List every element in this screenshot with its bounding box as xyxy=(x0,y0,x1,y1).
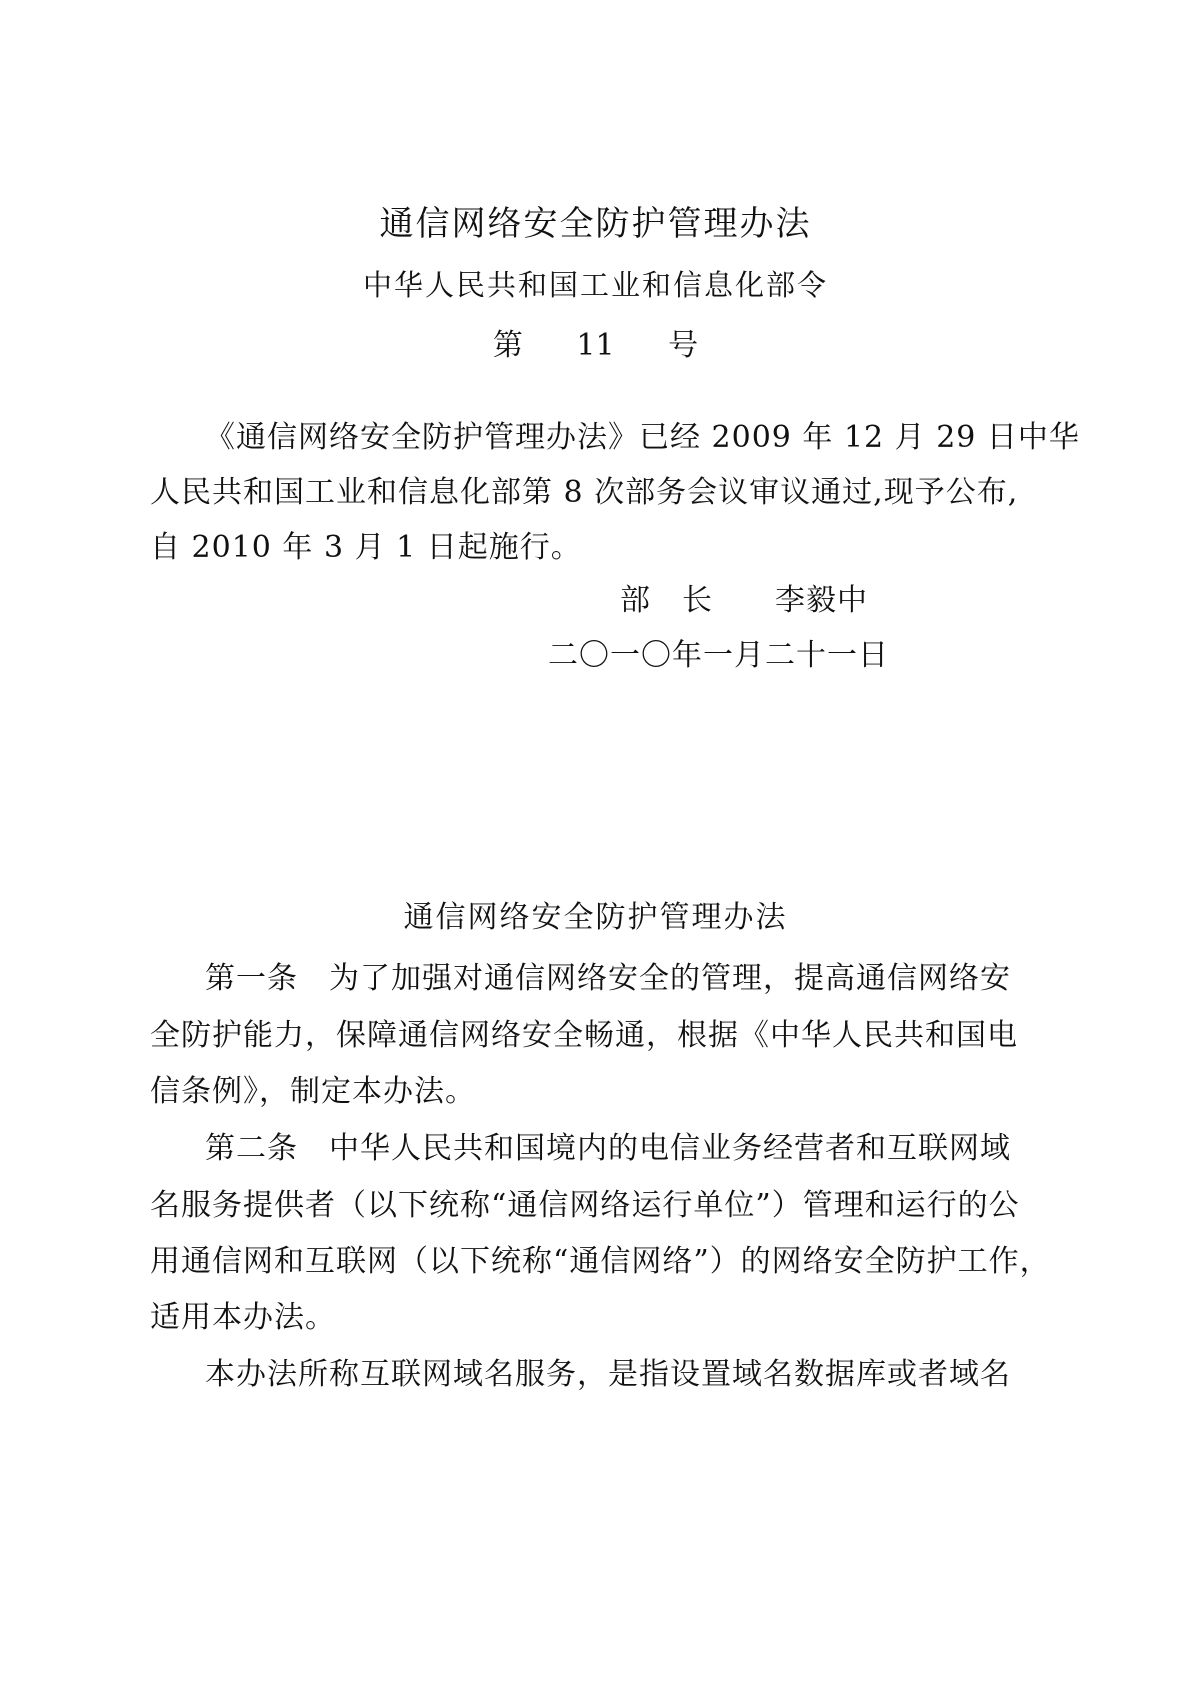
body-line: 信条例》，制定本办法。 xyxy=(150,1074,476,1109)
order-suffix: 号 xyxy=(668,328,699,363)
body-line: 第一条 为了加强对通信网络安全的管理，提高通信网络安 xyxy=(205,961,1011,996)
announcement-line: 《通信网络安全防护管理办法》已经 2009 年 12 月 29 日中华 xyxy=(205,420,1080,455)
body-line: 名服务提供者（以下统称“通信网络运行单位”）管理和运行的公 xyxy=(150,1188,1020,1223)
issuer-line: 中华人民共和国工业和信息化部令 xyxy=(362,268,828,302)
body-title: 通信网络安全防护管理办法 xyxy=(403,900,788,935)
body-line: 适用本办法。 xyxy=(150,1300,336,1335)
body-line: 第二条 中华人民共和国境内的电信业务经营者和互联网域 xyxy=(205,1131,1011,1166)
announcement-line: 人民共和国工业和信息化部第 8 次部务会议审议通过,现予公布, xyxy=(150,475,1019,510)
document-title: 通信网络安全防护管理办法 xyxy=(379,204,812,244)
body-line: 用通信网和互联网（以下统称“通信网络”）的网络安全防护工作， xyxy=(150,1244,1051,1279)
order-number: 11 xyxy=(576,328,615,363)
order-prefix: 第 xyxy=(492,328,523,363)
signing-date: 二〇一〇年一月二十一日 xyxy=(548,638,889,673)
body-line: 全防护能力，保障通信网络安全畅通，根据《中华人民共和国电 xyxy=(150,1018,1018,1053)
body-line: 本办法所称互联网域名服务，是指设置域名数据库或者域名 xyxy=(205,1357,1011,1392)
signature: 部 长 李毅中 xyxy=(620,583,868,618)
announcement-line: 自 2010 年 3 月 1 日起施行。 xyxy=(150,530,582,565)
order-number-line xyxy=(0,320,1191,364)
